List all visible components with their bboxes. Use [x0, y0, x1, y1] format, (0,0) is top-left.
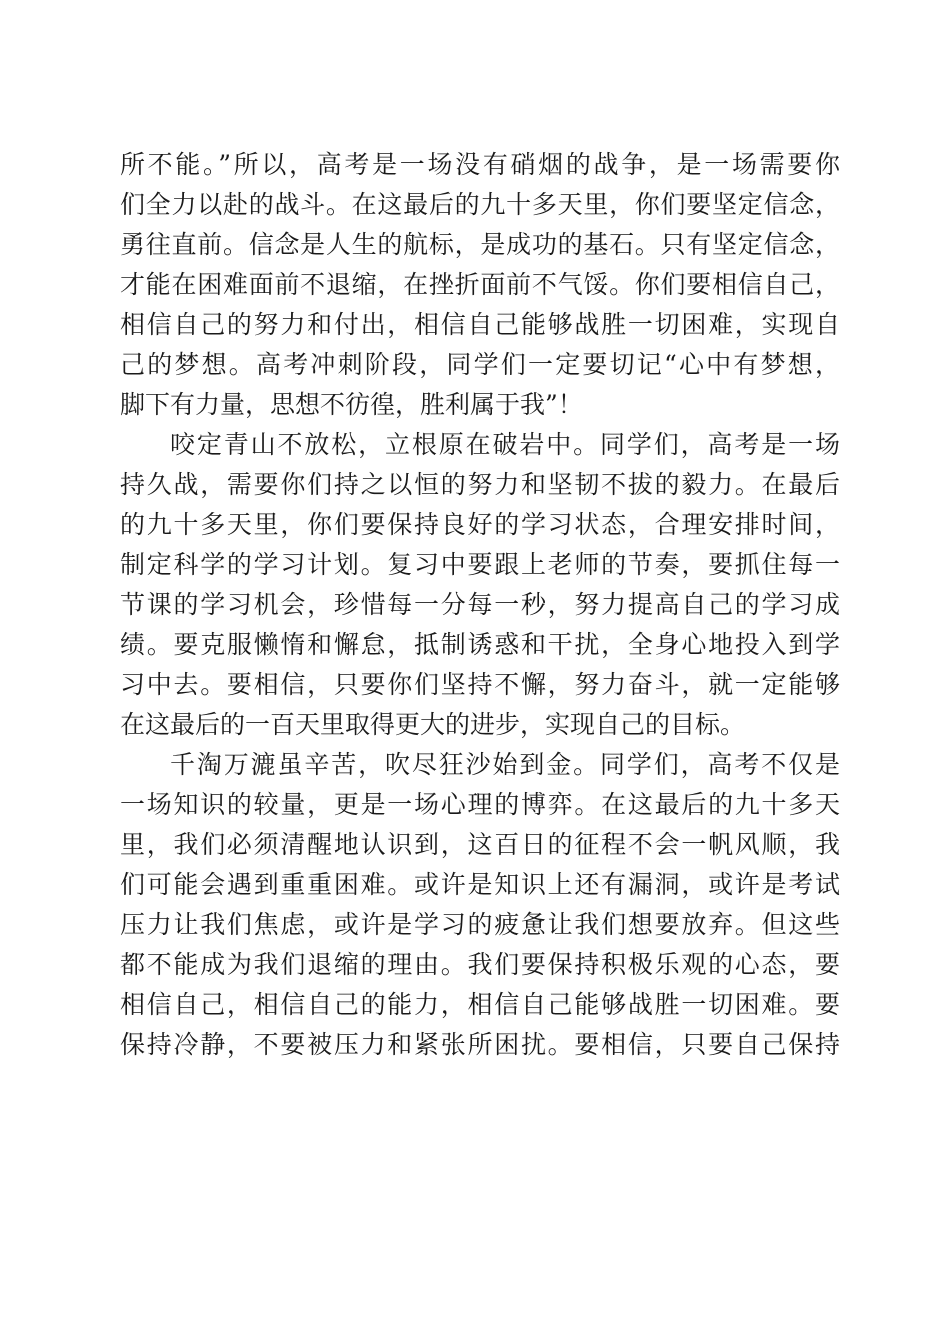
text-line: 在这最后的一百天里取得更大的进步，实现自己的目标。 [120, 710, 746, 739]
text-line: 保持冷静，不要被压力和紧张所困扰。要相信，只要自己保持 [120, 1030, 840, 1059]
text-line: 咬定青山不放松，立根原在破岩中。同学们，高考是一场 [170, 430, 840, 459]
document-body [120, 145, 840, 1065]
text-line: 千淘万漉虽辛苦，吹尽狂沙始到金。同学们，高考不仅是 [170, 750, 840, 779]
paragraph-1 [120, 145, 840, 425]
paragraph-3 [120, 745, 840, 1065]
text-line: 相信自己的努力和付出，相信自己能够战胜一切困难，实现自 [120, 310, 840, 339]
text-line: 里，我们必须清醒地认识到，这百日的征程不会一帆风顺，我 [120, 830, 840, 859]
text-line: 制定科学的学习计划。复习中要跟上老师的节奏，要抓住每一 [120, 550, 840, 579]
text-line: 的九十多天里，你们要保持良好的学习状态，合理安排时间， [120, 510, 840, 539]
text-line: 们全力以赴的战斗。在这最后的九十多天里，你们要坚定信念， [120, 190, 840, 219]
text-line: 才能在困难面前不退缩，在挫折面前不气馁。你们要相信自己， [120, 270, 840, 299]
text-line: 习中去。要相信，只要你们坚持不懈，努力奋斗，就一定能够 [120, 670, 840, 699]
text-line: 节课的学习机会，珍惜每一分每一秒，努力提高自己的学习成 [120, 590, 840, 619]
text-line: 一场知识的较量，更是一场心理的博弈。在这最后的九十多天 [120, 790, 840, 819]
text-line: 勇往直前。信念是人生的航标，是成功的基石。只有坚定信念， [120, 230, 840, 259]
text-line: 绩。要克服懒惰和懈怠，抵制诱惑和干扰，全身心地投入到学 [120, 630, 840, 659]
paragraph-2 [120, 425, 840, 745]
text-line: 脚下有力量，思想不彷徨，胜利属于我”！ [120, 390, 583, 419]
text-line: 压力让我们焦虑，或许是学习的疲惫让我们想要放弃。但这些 [120, 910, 840, 939]
text-line: 持久战，需要你们持之以恒的努力和坚韧不拔的毅力。在最后 [120, 470, 840, 499]
text-line: 们可能会遇到重重困难。或许是知识上还有漏洞，或许是考试 [120, 870, 840, 899]
text-line: 所不能。”所以，高考是一场没有硝烟的战争，是一场需要你 [120, 150, 840, 179]
text-line: 己的梦想。高考冲刺阶段，同学们一定要切记“心中有梦想， [120, 350, 840, 379]
text-line: 都不能成为我们退缩的理由。我们要保持积极乐观的心态，要 [120, 950, 840, 979]
text-line: 相信自己，相信自己的能力，相信自己能够战胜一切困难。要 [120, 990, 840, 1019]
